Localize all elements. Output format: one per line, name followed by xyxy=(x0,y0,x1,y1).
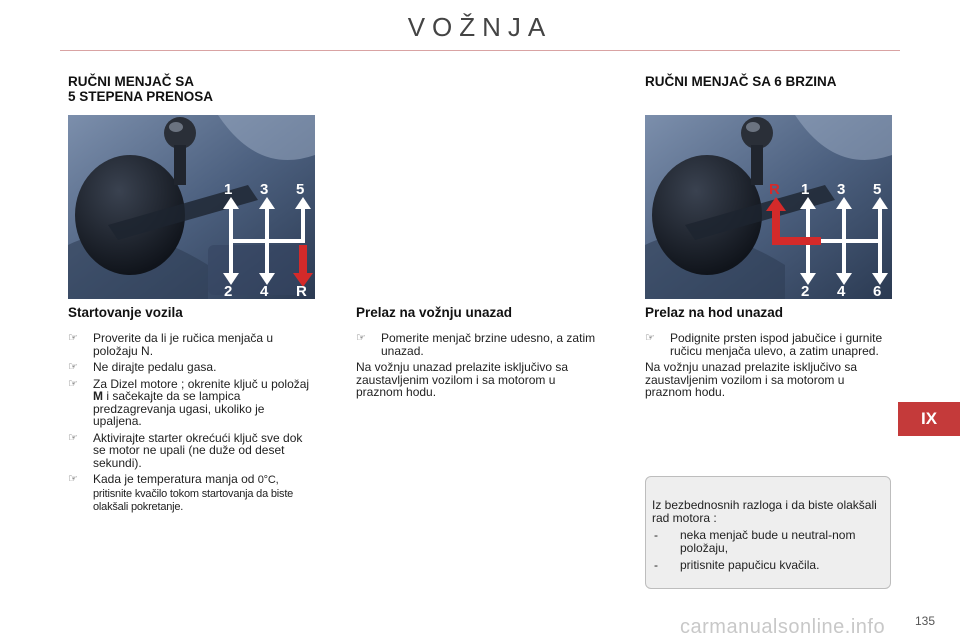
gear-label: 5 xyxy=(873,181,882,198)
list-item: ☞ Ne dirajte pedalu gasa. xyxy=(68,360,217,374)
list-item: ☞ Proverite da li je ručica menjača u položaju N. xyxy=(68,331,274,358)
list-item: ☞ Aktivirajte starter okrećući ključ sve dok se motor ne upali (ne duže od deset sekundi). xyxy=(68,430,303,470)
list-item: ☞ Za Dizel motore ; okrenite ključ u položaj M i sačekajte da se lampica predzagrevanja ugasi, ukoliko je upaljena. xyxy=(68,376,310,428)
middle-instructions xyxy=(356,332,604,403)
right-subheading: Prelaz na hod unazad xyxy=(645,305,784,320)
list-item: ☞ Pomerite menjač brzine udesno, a zatim unazad. xyxy=(356,331,596,358)
list-item: - neka menjač bude u neutral-nom položaju, xyxy=(654,528,856,555)
gear-label: 1 xyxy=(801,181,810,198)
hand-pointer-icon: ☞ xyxy=(645,332,655,344)
left-subheading: Startovanje vozila xyxy=(68,305,183,320)
middle-paragraph: Na vožnju unazad prelazite isključivo sa zaustavljenim vozilom i sa motorom u praznom hodu. xyxy=(356,360,569,399)
chapter-tab: IX xyxy=(898,402,960,436)
dash-marker: - xyxy=(654,558,658,572)
title-divider xyxy=(60,50,900,51)
gear-label: 2 xyxy=(224,283,233,299)
gear-label: 2 xyxy=(801,283,810,299)
gear-label: 4 xyxy=(260,283,269,299)
left-instructions xyxy=(68,332,316,518)
right-heading: RUČNI MENJAČ SA 6 BRZINA xyxy=(645,74,837,89)
hand-pointer-icon: ☞ xyxy=(356,332,366,344)
middle-subheading: Prelaz na vožnju unazad xyxy=(356,305,513,320)
left-heading-line2: 5 STEPENA PRENOSA xyxy=(68,89,214,104)
hand-pointer-icon: ☞ xyxy=(68,431,78,444)
gear-label: 3 xyxy=(260,181,269,198)
gear-label: 4 xyxy=(837,283,846,299)
list-item: ☞ Podignite prsten ispod jabučice i gurnite ručicu menjača ulevo, a zatim unapred. xyxy=(645,331,883,358)
safety-notice-box xyxy=(645,476,891,589)
left-heading xyxy=(68,74,213,104)
right-paragraph: Na vožnju unazad prelazite isključivo sa zaustavljenim vozilom i sa motorom u praznom hodu. xyxy=(645,360,858,399)
left-heading-line1: RUČNI MENJAČ SA xyxy=(68,74,195,89)
gear-label: 6 xyxy=(873,283,882,299)
notice-intro: Iz bezbednosnih razloga i da biste olakšali rad motora : xyxy=(652,498,877,525)
gear-label: 5 xyxy=(296,181,305,198)
dash-marker: - xyxy=(654,528,658,542)
page-number: 135 xyxy=(915,614,936,628)
hand-pointer-icon: ☞ xyxy=(68,473,78,485)
hand-pointer-icon: ☞ xyxy=(68,377,78,390)
watermark: carmanualsonline.info xyxy=(680,616,886,638)
gear-label-reverse: R xyxy=(769,181,780,198)
gear-label: R xyxy=(296,283,307,299)
list-item: ☞ Kada je temperatura manja od 0°C, pritisnite kvačilo tokom startovanja da biste olakšali pokretanje. xyxy=(68,472,294,513)
hand-pointer-icon: ☞ xyxy=(68,361,78,373)
right-instructions xyxy=(645,332,893,403)
gearshift-6-speed-photo xyxy=(645,115,892,299)
gear-label: 1 xyxy=(224,181,233,198)
hand-pointer-icon: ☞ xyxy=(68,332,78,344)
gearshift-5-speed-photo xyxy=(68,115,315,299)
page-title: VOŽNJA xyxy=(407,12,553,42)
gear-label: 3 xyxy=(837,181,846,198)
list-item: - pritisnite papučicu kvačila. xyxy=(654,558,820,572)
